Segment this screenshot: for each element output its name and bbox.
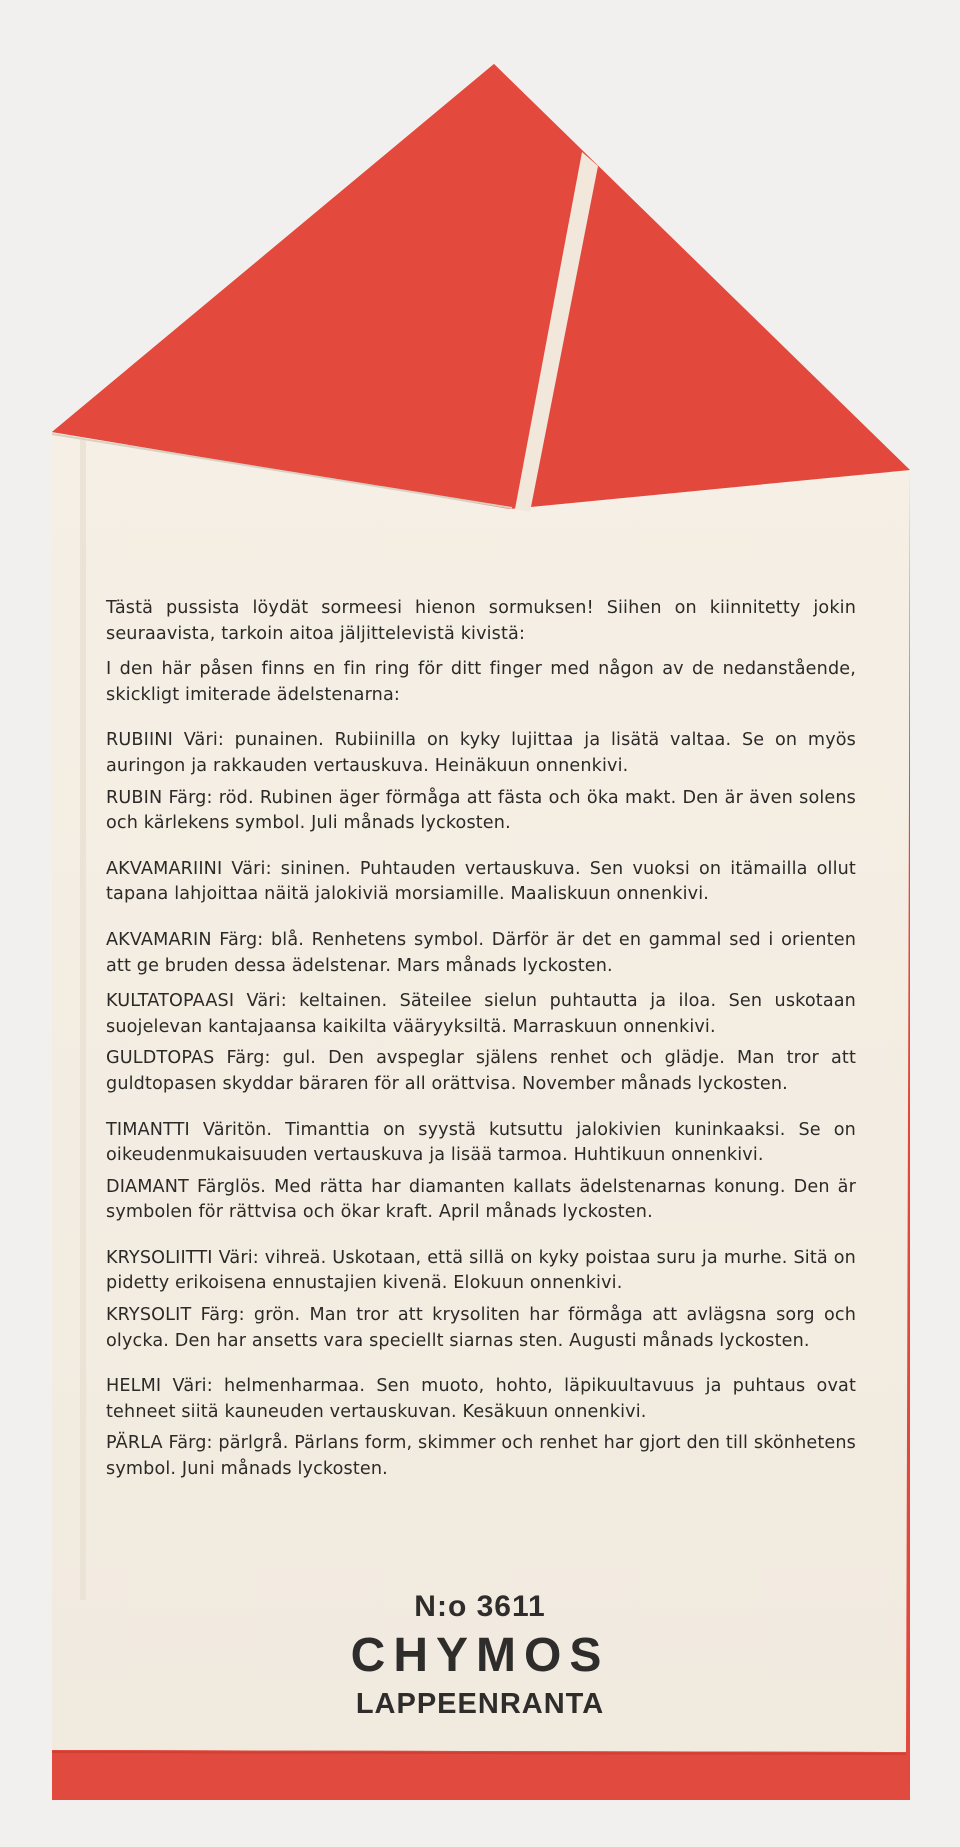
stone-text-fi: Väri: helmenharmaa. Sen muoto, hohto, läpikuultavuus ja puhtaus ovat tehneet siitä kauneuden vertauskuvan. Kesäkuun onnenkivi. xyxy=(106,1376,856,1422)
stone-entry xyxy=(106,1046,856,1097)
stone-entry xyxy=(106,1431,856,1482)
stone-name-sv: PÄRLA xyxy=(106,1433,163,1454)
stone-name-fi: AKVAMARIINI xyxy=(106,858,223,879)
stone-text-sv: Färg: gul. Den avspeglar själens renhet och glädje. Man tror att guldtopasen skyddar bäraren för all orättvisa. November månads lyckosten. xyxy=(106,1048,856,1094)
stone-entry xyxy=(106,786,856,837)
stone-entry xyxy=(106,1374,856,1425)
stone-text-fi: Väri: punainen. Rubiinilla on kyky lujittaa ja lisätä valtaa. Se on myös auringon ja rakkauden vertauskuva. Heinäkuun onnenkivi. xyxy=(106,730,856,776)
stone-text-fi: Väri: sininen. Puhtauden vertauskuva. Sen vuoksi on itämailla ollut tapana lahjoittaa näitä jalokiviä morsiamille. Maaliskuun onnenkivi. xyxy=(106,858,856,905)
stone-entry xyxy=(106,857,856,908)
stone-name-sv: GULDTOPAS xyxy=(106,1048,215,1069)
stone-name-fi: HELMI xyxy=(106,1376,162,1397)
red-front-flap xyxy=(52,64,580,508)
stone-text-fi: Väri: keltainen. Säteilee sielun puhtautta ja iloa. Sen uskotaan suojelevan kantajaansa kaikilta vääryyksiltä. Marraskuun onnenkivi. xyxy=(106,991,856,1037)
stone-entry xyxy=(106,728,856,779)
stone-name-fi: TIMANTTI xyxy=(106,1119,190,1140)
stone-name-fi: KRYSOLIITTI xyxy=(106,1247,213,1268)
stone-name-sv: DIAMANT xyxy=(106,1176,189,1197)
intro-swedish: I den här påsen finns en fin ring för ditt finger med någon av de nedanstående, skickligt imiterade ädelstenarna: xyxy=(106,659,856,705)
stone-text-sv: Färg: pärlgrå. Pärlans form, skimmer och renhet har gjort den till skönhetens symbol. Juni månads lyckosten. xyxy=(106,1433,856,1480)
red-bottom-band xyxy=(52,1750,910,1800)
stone-name-sv: RUBIN xyxy=(106,787,163,808)
stone-text-sv: Färg: grön. Man tror att krysoliten har förmåga att avlägsna sorg och olycka. Den har ansetts vara speciellt siarnas sten. Augusti månads lyckosten. xyxy=(106,1305,856,1351)
product-number: N:o 3611 xyxy=(414,1590,546,1623)
stone-entry xyxy=(106,1246,856,1297)
stone-descriptions xyxy=(106,596,856,1483)
brand-city: LAPPEENRANTA xyxy=(355,1688,605,1720)
stone-text-fi: Väri: vihreä. Uskotaan, että sillä on kyky poistaa suru ja murhe. Sitä on pidetty erikoisena ennustajien kivenä. Elokuun onnenkivi. xyxy=(106,1247,856,1294)
stone-name-fi: RUBIINI xyxy=(106,730,173,751)
stone-text-sv: Färg: blå. Renhetens symbol. Därför är det en gammal sed i orienten att ge bruden dessa ädelstenar. Mars månads lyckosten. xyxy=(106,929,857,976)
stone-text-sv: Färg: röd. Rubinen äger förmåga att fästa och öka makt. Den är även solens och kärlekens symbol. Juli månads lyckosten. xyxy=(106,787,856,834)
brand-name: CHYMOS xyxy=(350,1629,610,1682)
stone-entry xyxy=(106,989,856,1040)
stone-entry xyxy=(106,1303,856,1354)
stone-name-sv: KRYSOLIT xyxy=(106,1305,192,1326)
stone-name-fi: KULTATOPAASI xyxy=(106,991,235,1012)
stone-entry xyxy=(106,1175,856,1226)
stone-entry xyxy=(106,1118,856,1169)
stone-entry xyxy=(106,928,856,979)
intro-finnish: Tästä pussista löydät sormeesi hienon sormuksen! Siihen on kiinnitetty jokin seuraavista, tarkoin aitoa jäljittelevistä kivistä: xyxy=(106,598,856,644)
stone-text-fi: Väritön. Timanttia on syystä kutsuttu jalokivien kuninkaaksi. Se on oikeudenmukaisuuden vertauskuva ja lisää tarmoa. Huhtikuun onnenkivi. xyxy=(106,1119,856,1166)
stone-text-sv: Färglös. Med rätta har diamanten kallats ädelstenarnas konung. Den är symbolen för rättvisa och ökar kraft. April månads lyckosten. xyxy=(106,1176,857,1223)
stone-name-sv: AKVAMARIN xyxy=(106,929,212,950)
